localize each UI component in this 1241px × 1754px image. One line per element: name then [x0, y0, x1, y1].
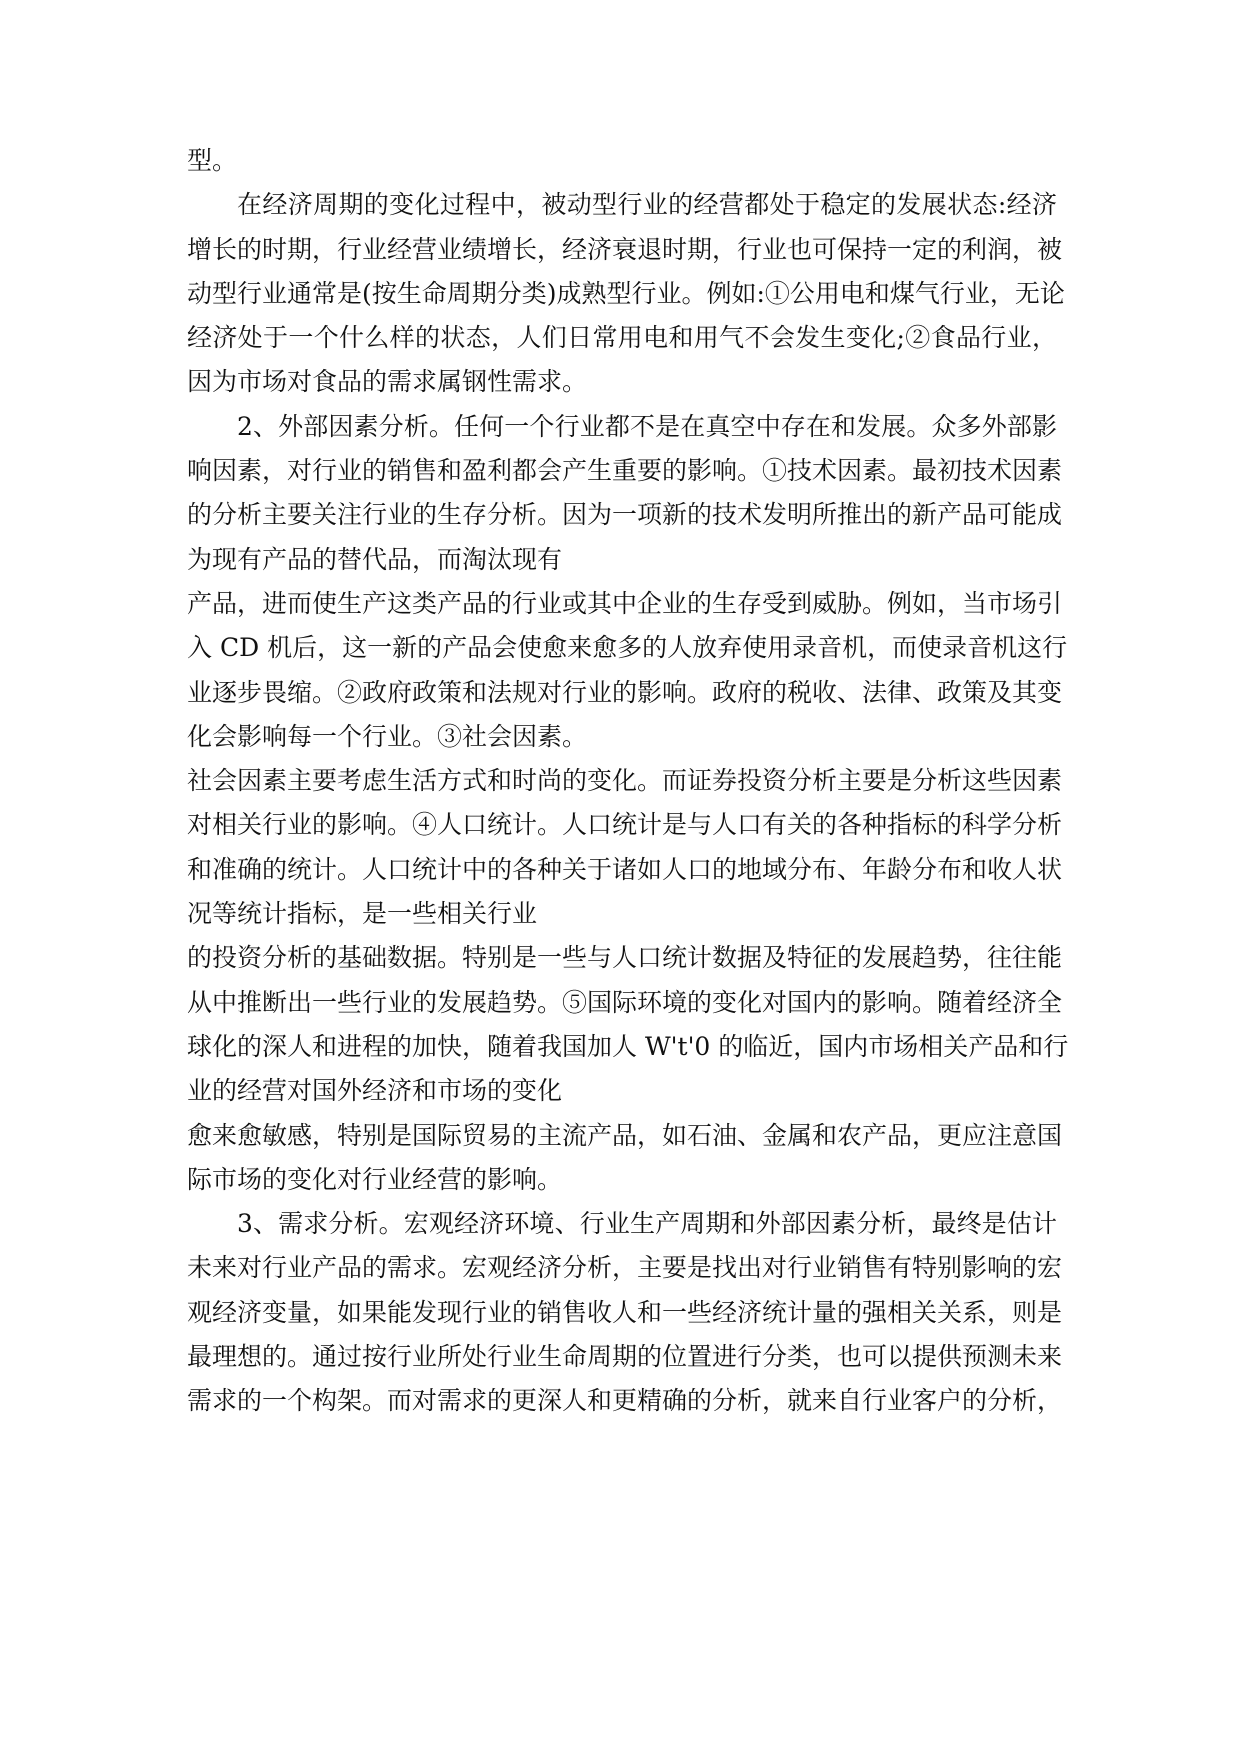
text-line: 在经济周期的变化过程中，被动型行业的经营都处于稳定的发展状态:经济 [237, 190, 1057, 220]
text-line: 的分析主要关注行业的生存分析。因为一项新的技术发明所推出的新产品可能成 [187, 500, 1063, 530]
text-line: 际市场的变化对行业经营的影响。 [187, 1164, 563, 1194]
text-line: 为现有产品的替代品，而淘汰现有 [187, 544, 563, 574]
text-line: 2、外部因素分析。任何一个行业都不是在真空中存在和发展。众多外部影 [237, 411, 1057, 441]
text-line: 最理想的。通过按行业所处行业生命周期的位置进行分类，也可以提供预测未来 [187, 1342, 1063, 1372]
text-line: 对相关行业的影响。④人口统计。人口统计是与人口有关的各种指标的科学分析 [187, 810, 1063, 840]
text-line: 因为市场对食品的需求属钢性需求。 [187, 367, 588, 397]
text-line: 和准确的统计。人口统计中的各种关于诸如人口的地域分布、年龄分布和收人状 [187, 854, 1063, 884]
text-line: 业逐步畏缩。②政府政策和法规对行业的影响。政府的税收、法律、政策及其变 [187, 677, 1063, 707]
text-line: 动型行业通常是(按生命周期分类)成熟型行业。例如:①公用电和煤气行业，无论 [187, 278, 1065, 308]
text-line: 经济处于一个什么样的状态，人们日常用电和用气不会发生变化;②食品行业， [187, 323, 1057, 353]
text-line: 响因素，对行业的销售和盈利都会产生重要的影响。①技术因素。最初技术因素 [187, 456, 1063, 486]
text-line: 型。 [187, 146, 238, 175]
text-line: 入 CD 机后，这一新的产品会使愈来愈多的人放弃使用录音机，而使录音机这行 [187, 633, 1068, 663]
text-line: 愈来愈敏感，特别是国际贸易的主流产品，如石油、金属和农产品，更应注意国 [187, 1120, 1063, 1150]
text-line: 产品，进而使生产这类产品的行业或其中企业的生存受到威胁。例如，当市场引 [187, 588, 1063, 618]
text-line: 业的经营对国外经济和市场的变化 [187, 1076, 563, 1106]
text-line: 未来对行业产品的需求。宏观经济分析，主要是找出对行业销售有特别影响的宏 [187, 1253, 1063, 1283]
text-line: 需求的一个构架。而对需求的更深人和更精确的分析，就来自行业客户的分析， [187, 1386, 1063, 1416]
text-line: 观经济变量，如果能发现行业的销售收人和一些经济统计量的强相关关系，则是 [187, 1297, 1063, 1327]
text-line: 社会因素主要考虑生活方式和时尚的变化。而证券投资分析主要是分析这些因素 [187, 766, 1063, 796]
text-line: 3、需求分析。宏观经济环境、行业生产周期和外部因素分析，最终是估计 [237, 1209, 1057, 1239]
text-line: 从中推断出一些行业的发展趋势。⑤国际环境的变化对国内的影响。随着经济全 [187, 987, 1063, 1017]
text-line: 化会影响每一个行业。③社会因素。 [187, 721, 588, 751]
document-body [187, 139, 1069, 1424]
text-line: 况等统计指标，是一些相关行业 [187, 899, 538, 929]
text-line: 增长的时期，行业经营业绩增长，经济衰退时期，行业也可保持一定的利润，被 [187, 234, 1063, 264]
text-line: 的投资分析的基础数据。特别是一些与人口统计数据及特征的发展趋势，往往能 [187, 943, 1063, 973]
text-line: 球化的深人和进程的加快，随着我国加人 W't'0 的临近，国内市场相关产品和行 [187, 1031, 1069, 1061]
